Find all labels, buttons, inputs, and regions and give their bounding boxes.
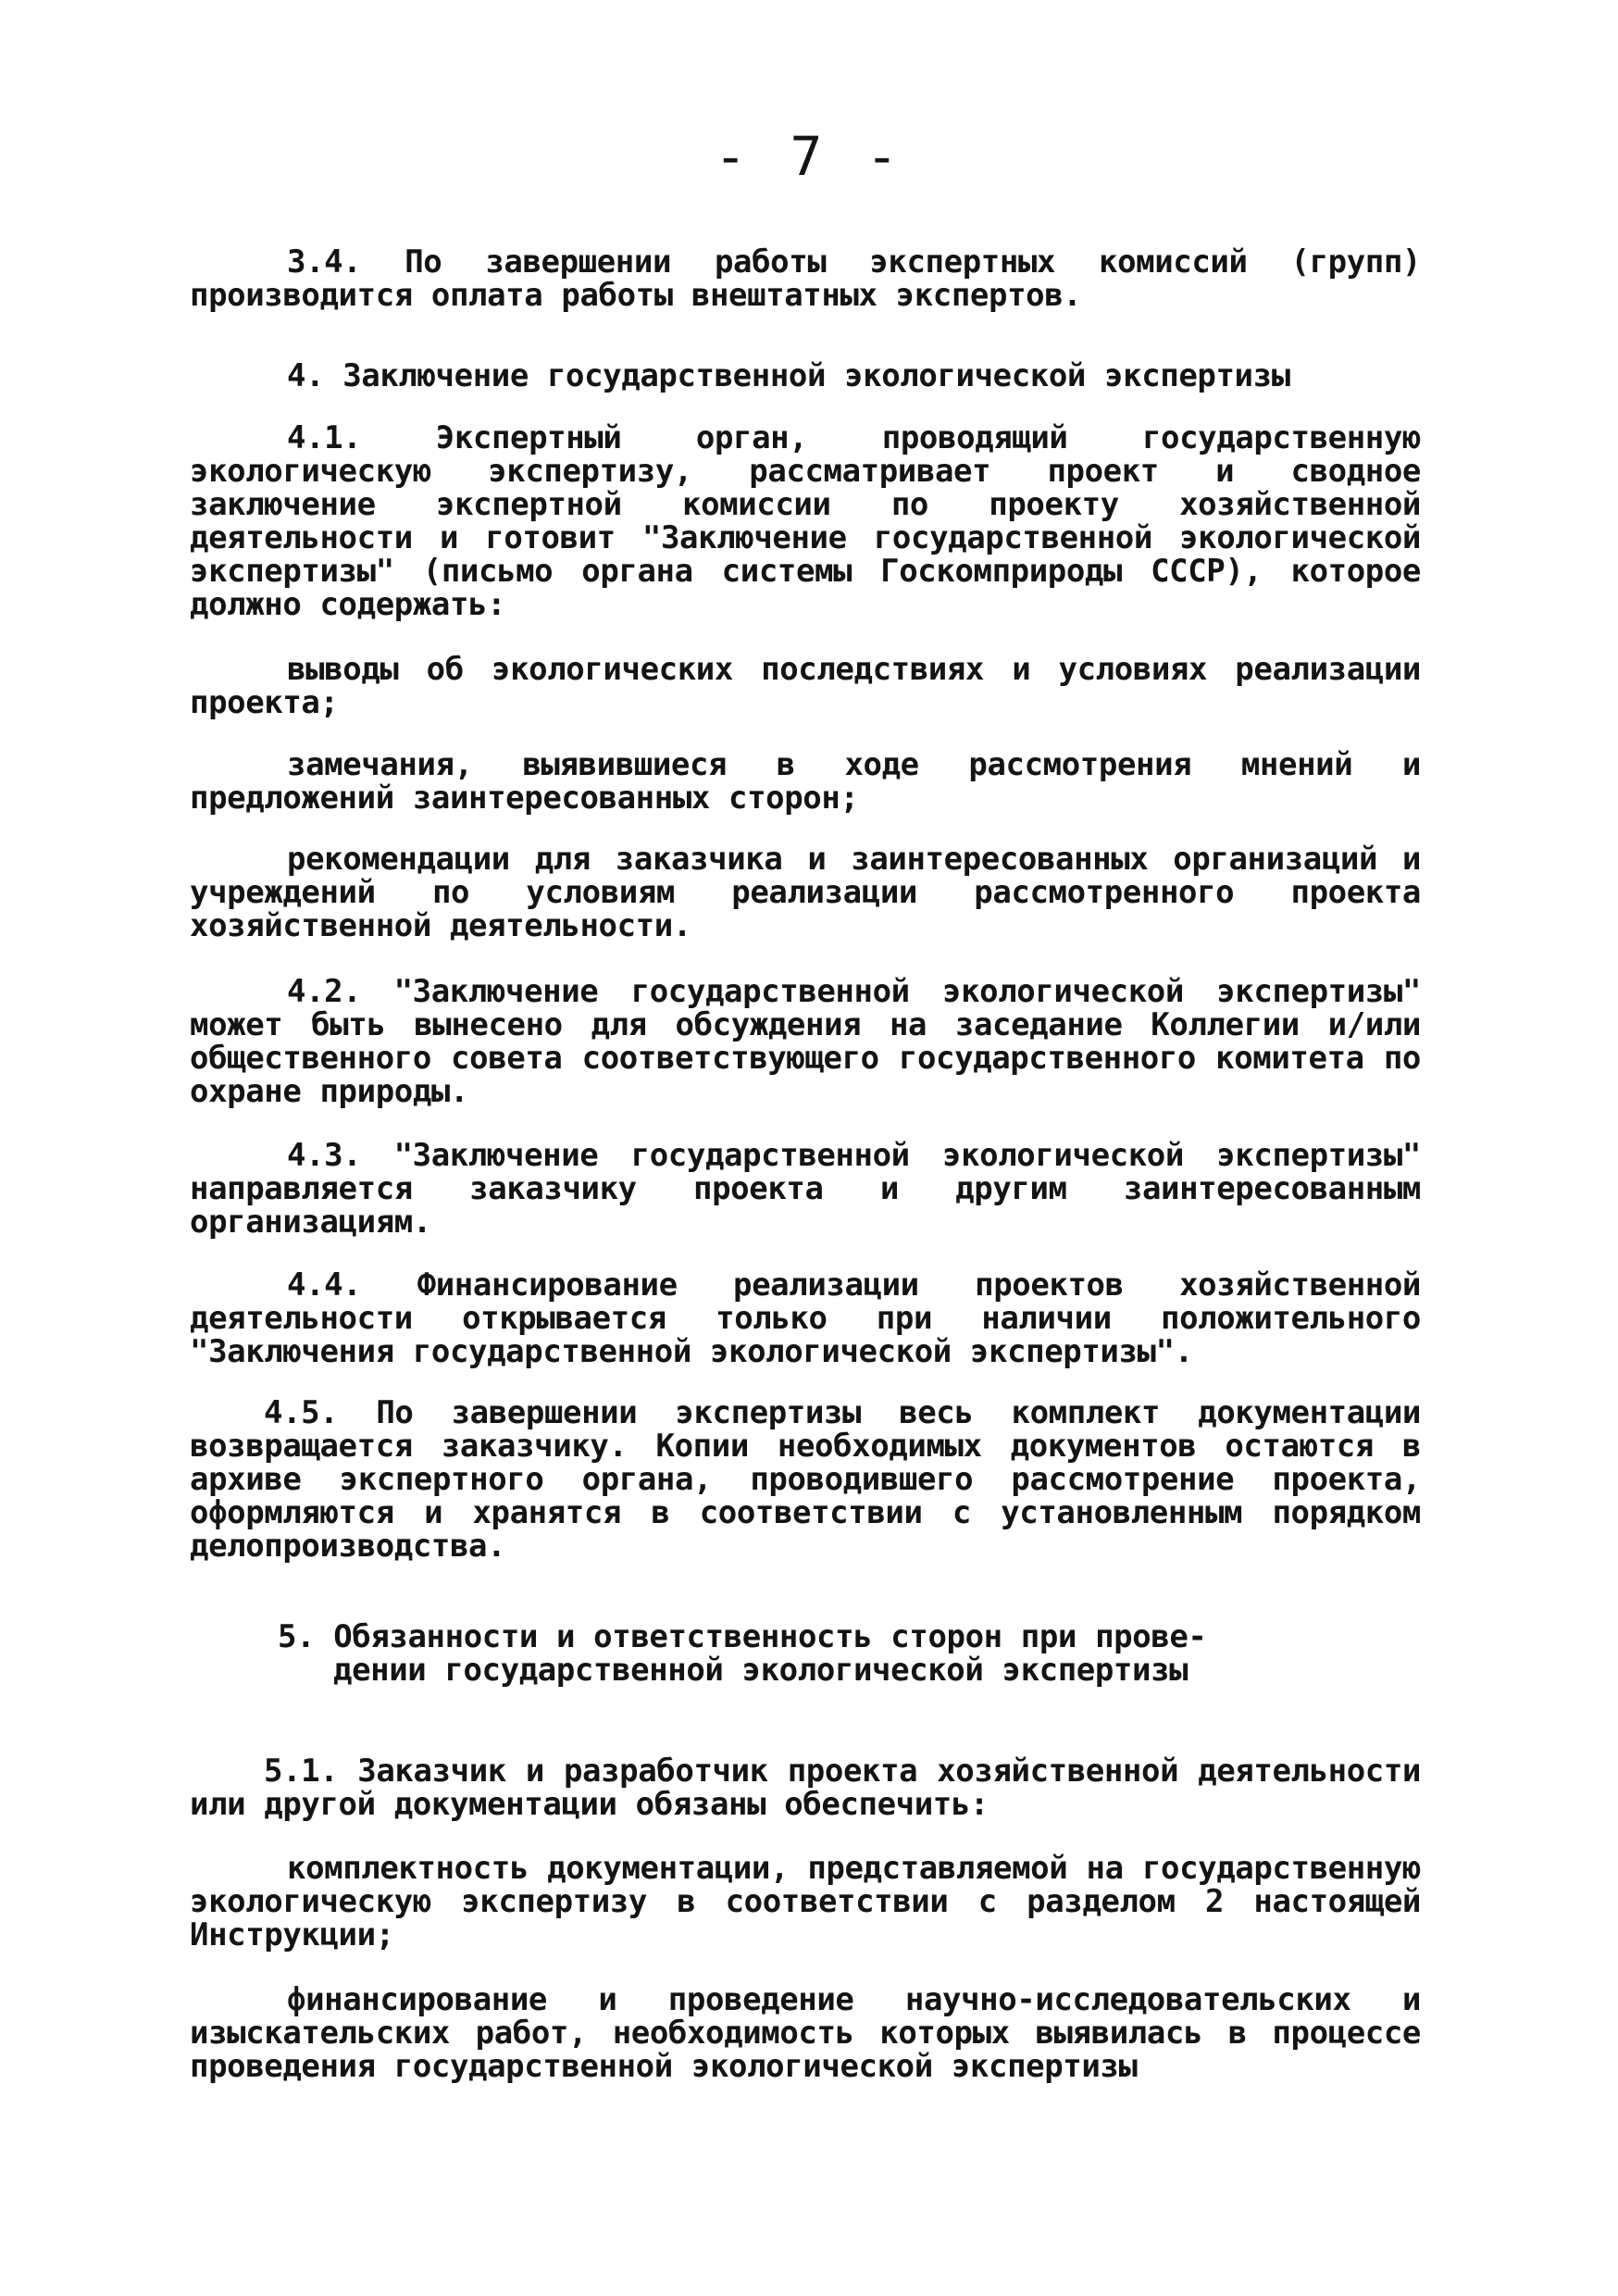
section-5-heading-line2: дении государственной экологической экспертизы — [333, 1652, 1189, 1689]
section-4-heading: 4. Заключение государственной экологической экспертизы — [287, 357, 1290, 394]
list-item-recommendations: рекомендации для заказчика и заинтересованных организаций и учреждений по условиям реализации рассмотренного проекта хозяйственной деятельности. — [190, 841, 1421, 944]
section-5-heading-line1: 5. Обязанности и ответственность сторон при прове- — [278, 1618, 1207, 1655]
paragraph-3-4: 3.4. По завершении работы экспертных комиссий (групп) производится оплата работы внештатных экспертов. — [190, 243, 1421, 314]
list-item-completeness: комплектность документации, представляемой на государственную экологическую экспертизу в соответствии с разделом 2 настоящей Инструкции; — [190, 1850, 1421, 1953]
paragraph-4-3: 4.3. "Заключение государственной экологической экспертизы" направляется заказчику проекта и другим заинтересованным организациям. — [190, 1137, 1421, 1241]
section-5-heading — [278, 1620, 1207, 1687]
paragraph-4-5: 4.5. По завершении экспертизы весь комплект документации возвращается заказчику. Копии необходимых документов остаются в архиве экспертного органа, проводившего рассмотрение проекта, оформляются и хранятся в соответствии с установленным порядком делопроизводства. — [190, 1394, 1421, 1565]
list-item-remarks: замечания, выявившиеся в ходе рассмотрения мнений и предложений заинтересованных сторон; — [190, 746, 1421, 817]
paragraph-4-1: 4.1. Экспертный орган, проводящий государственную экологическую экспертизу, рассматривает проект и сводное заключение экспертной комиссии по проекту хозяйственной деятельности и готовит "Заключение государственной экологической экспертизы" (письмо органа системы Госкомприроды СССР), которое должно содержать: — [190, 419, 1421, 623]
paragraph-4-2: 4.2. "Заключение государственной экологической экспертизы" может быть вынесено для обсуждения на заседание Коллегии и/или общественного совета соответствующего государственного комитета по охране природы. — [190, 973, 1421, 1110]
list-item-conclusions: выводы об экологических последствиях и условиях реализации проекта; — [190, 651, 1421, 721]
page-number: - 7 - — [714, 125, 904, 188]
list-item-financing: финансирование и проведение научно-исследовательских и изыскательских работ, необходимость которых выявилась в процессе проведения государственной экологической экспертизы — [190, 1981, 1421, 2085]
paragraph-4-4: 4.4. Финансирование реализации проектов хозяйственной деятельности открывается только при наличии положительного "Заключения государственной экологической экспертизы". — [190, 1267, 1421, 1370]
paragraph-5-1: 5.1. Заказчик и разработчик проекта хозяйственной деятельности или другой документации обязаны обеспечить: — [190, 1753, 1421, 1823]
